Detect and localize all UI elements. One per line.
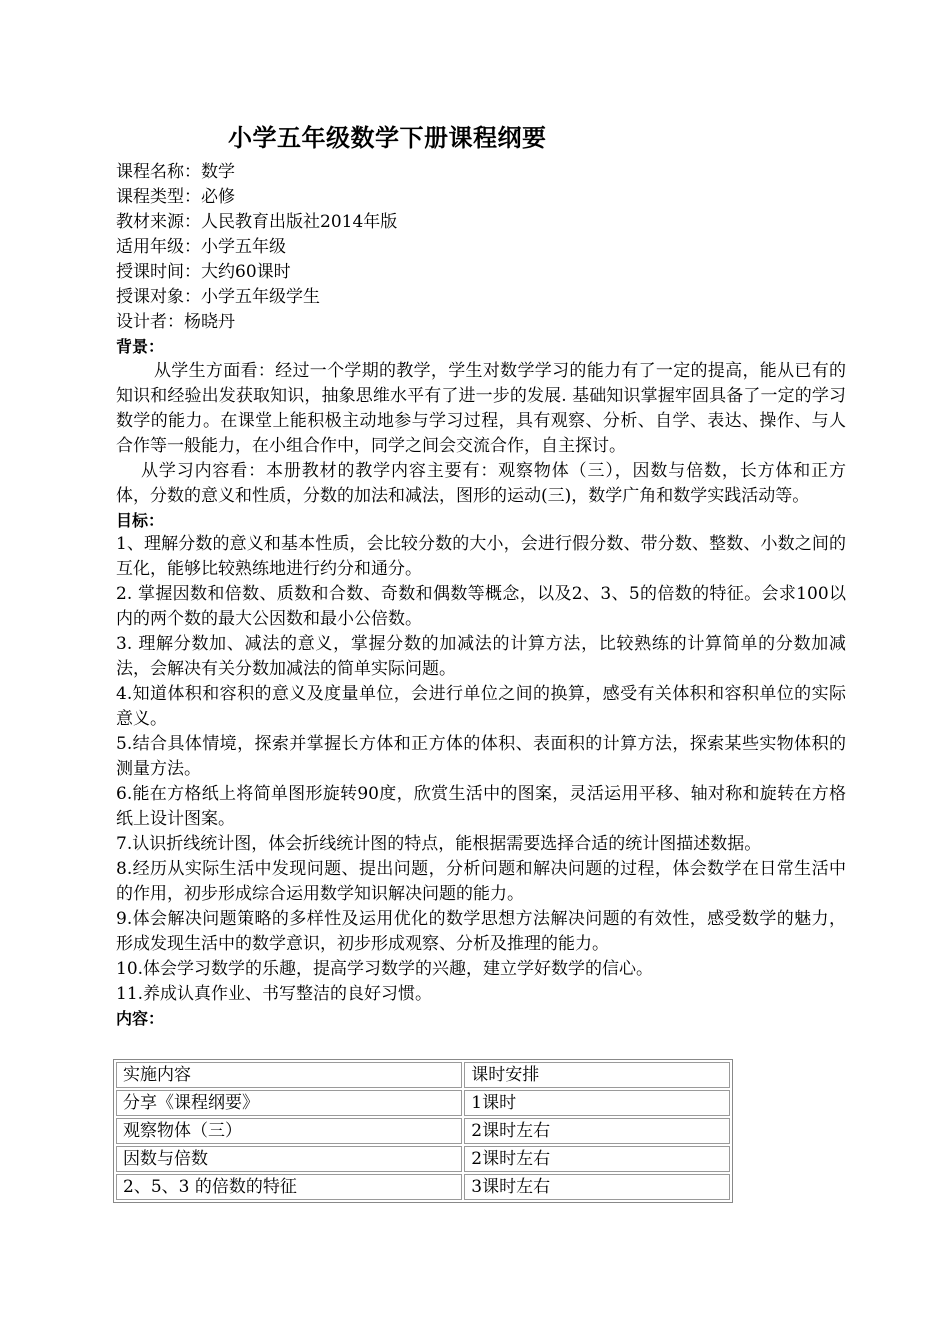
goal-item: 2. 掌握因数和倍数、质数和合数、奇数和偶数等概念，以及2、3、5的倍数的特征。会求100以内的两个数的最大公因数和最小公倍数。 [116, 584, 846, 629]
goal-item: 4.知道体积和容积的意义及度量单位，会进行单位之间的换算，感受有关体积和容积单位的实际意义。 [116, 684, 846, 729]
meta-course-name: 课程名称：数学 [116, 162, 235, 182]
document-body [116, 160, 846, 1030]
table-row [116, 1118, 730, 1144]
table-cell-content: 观察物体（三） [116, 1118, 462, 1144]
table-cell-content: 2、5、3 的倍数的特征 [116, 1174, 462, 1200]
meta-audience: 授课对象：小学五年级学生 [116, 287, 320, 307]
goal-item: 10.体会学习数学的乐趣，提高学习数学的兴趣，建立学好数学的信心。 [116, 959, 654, 979]
contents-heading: 内容： [116, 1009, 165, 1028]
table-cell-content: 分享《课程纲要》 [116, 1090, 462, 1116]
meta-textbook-source: 教材来源：人民教育出版社2014年版 [116, 212, 398, 232]
background-paragraph-students: 从学生方面看：经过一个学期的教学，学生对数学学习的能力有了一定的提高，能从已有的知识和经验出发获取知识，抽象思维水平有了进一步的发展. 基础知识掌握牢固具备了一定的学习数学的能力。在课堂上能积极主动地参与学习过程，具有观察、分析、自学、表达、操作、与人合作等一般能力，在小组合作中，同学之间会交流合作，自主探讨。 [116, 361, 846, 456]
goals-heading: 目标： [116, 511, 165, 530]
goal-item: 5.结合具体情境，探索并掌握长方体和正方体的体积、表面积的计算方法，探索某些实物体积的测量方法。 [116, 734, 846, 779]
table-cell-hours: 2课时左右 [464, 1146, 730, 1172]
table-header-content: 实施内容 [116, 1062, 462, 1088]
goal-item: 9.体会解决问题策略的多样性及运用优化的数学思想方法解决问题的有效性，感受数学的魅力，形成发现生活中的数学意识，初步形成观察、分析及推理的能力。 [116, 909, 846, 954]
goal-item: 1、理解分数的意义和基本性质，会比较分数的大小，会进行假分数、带分数、整数、小数之间的互化，能够比较熟练地进行约分和通分。 [116, 534, 846, 579]
goals-list [116, 532, 846, 1007]
document-title: 小学五年级数学下册课程纲要 [228, 124, 547, 152]
background-paragraph-content: 从学习内容看：本册教材的教学内容主要有：观察物体（三），因数与倍数，长方体和正方体，分数的意义和性质，分数的加法和减法，图形的运动(三)，数学广角和数学实践活动等。 [116, 461, 846, 506]
goal-item: 6.能在方格纸上将简单图形旋转90度，欣赏生活中的图案，灵活运用平移、轴对称和旋转在方格纸上设计图案。 [116, 784, 846, 829]
table-cell-hours: 2课时左右 [464, 1118, 730, 1144]
meta-course-type: 课程类型：必修 [116, 187, 235, 207]
table-row [116, 1090, 730, 1116]
goal-item: 3. 理解分数加、减法的意义，掌握分数的加减法的计算方法，比较熟练的计算简单的分数加减法，会解决有关分数加减法的简单实际问题。 [116, 634, 846, 679]
table-cell-content: 因数与倍数 [116, 1146, 462, 1172]
goal-item: 11.养成认真作业、书写整洁的良好习惯。 [116, 984, 433, 1004]
meta-class-hours: 授课时间：大约60课时 [116, 262, 291, 282]
table-header-row [116, 1062, 730, 1088]
table-row [116, 1146, 730, 1172]
goal-item: 7.认识折线统计图，体会折线统计图的特点，能根据需要选择合适的统计图描述数据。 [116, 834, 762, 854]
table-header-hours: 课时安排 [464, 1062, 730, 1088]
table-cell-hours: 1课时 [464, 1090, 730, 1116]
course-info [116, 160, 846, 335]
goal-item: 8.经历从实际生活中发现问题、提出问题，分析问题和解决问题的过程，体会数学在日常生活中的作用，初步形成综合运用数学知识解决问题的能力。 [116, 859, 846, 904]
contents-table [113, 1059, 733, 1203]
meta-designer: 设计者：杨晓丹 [116, 312, 235, 332]
background-heading: 背景： [116, 337, 165, 356]
meta-grade: 适用年级：小学五年级 [116, 237, 286, 257]
table-cell-hours: 3课时左右 [464, 1174, 730, 1200]
table-row [116, 1174, 730, 1200]
